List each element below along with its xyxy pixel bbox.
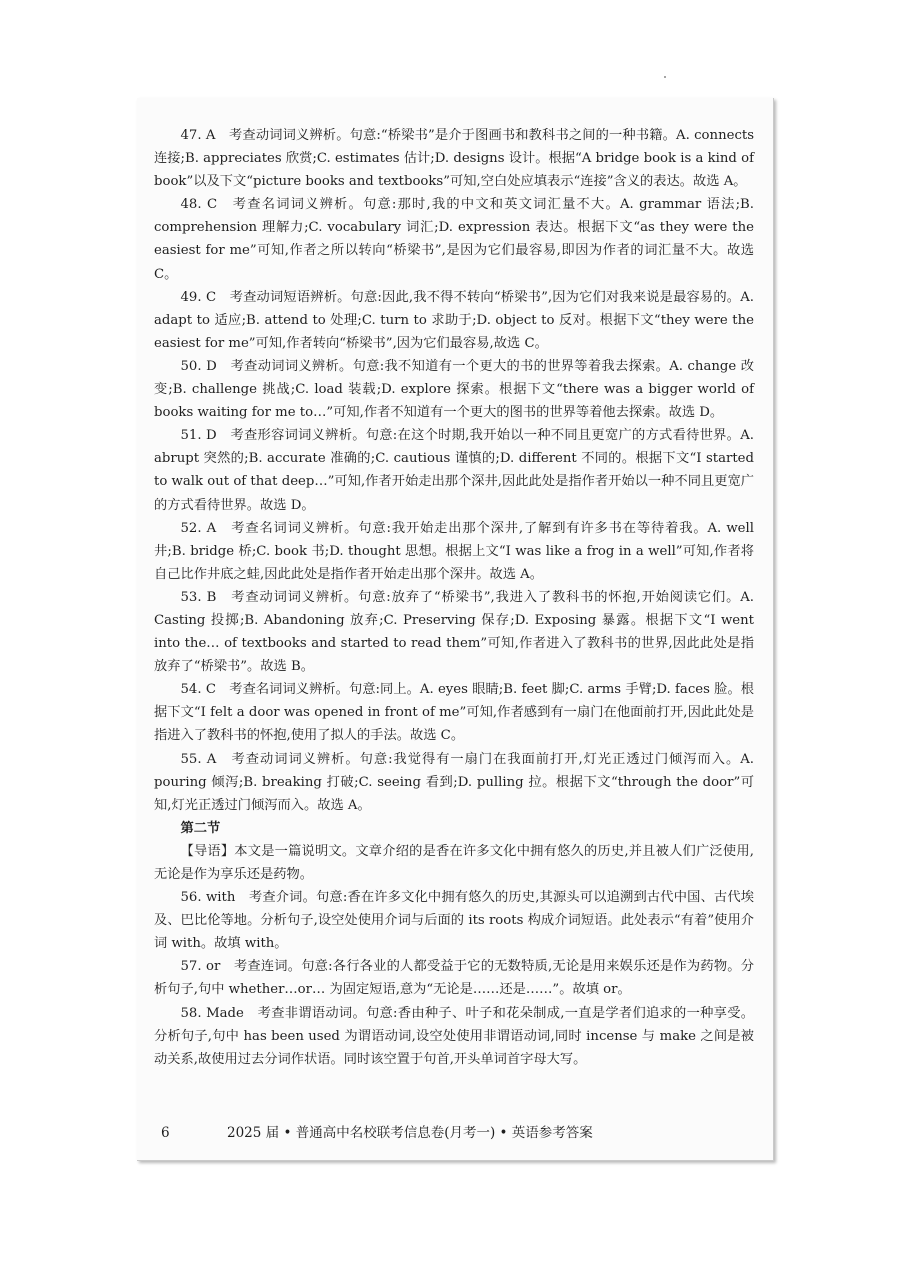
answer-58: 58. Made 考查非谓语动词。句意:香由种子、叶子和花朵制成,一直是学者们追求的一种享受。分析句子,句中 has been used 为谓语动词,设空处使用非谓语动词,同时 incense 与 make 之间是被动关系,故使用过去分词作状语。同时该空置于句首,开头单词首字母大写。	[154, 1005, 754, 1067]
page-number: 6	[161, 1125, 170, 1141]
answer-50: 50. D 考查动词词义辨析。句意:我不知道有一个更大的书的世界等着我去探索。A. change 改变;B. challenge 挑战;C. load 装载;D. explore 探索。根据下文“there was a bigger world of books waiting for me to…”可知,作者不知道有一个更大的图书的世界等着他去探索。故选 D。	[154, 358, 754, 421]
section-intro: 【导语】本文是一篇说明文。文章介绍的是香在许多文化中拥有悠久的历史,并且被人们广泛使用,无论是作为享乐还是药物。	[154, 843, 754, 882]
answer-55: 55. A 考查动词词义辨析。句意:我觉得有一扇门在我面前打开,灯光正透过门倾泻而入。A. pouring 倾泻;B. breaking 打破;C. seeing 看到;D. pulling 拉。根据下文“through the door”可知,灯光正透过门倾泻而入。故选 A。	[154, 751, 754, 813]
answer-56: 56. with 考查介词。句意:香在许多文化中拥有悠久的历史,其源头可以追溯到古代中国、古代埃及、巴比伦等地。分析句子,设空处使用介词与后面的 its roots 构成介词短语。此处表示“有着”使用介词 with。故填 with。	[154, 890, 754, 952]
scan-speck	[664, 76, 666, 78]
answer-51: 51. D 考查形容词词义辨析。句意:在这个时期,我开始以一种不同且更宽广的方式看待世界。A. abrupt 突然的;B. accurate 准确的;C. cautious 谨慎的;D. different 不同的。根据下文“I started to walk out of that deep…”可知,作者开始走出那个深井,因此此处是指作者开始以一种不同且更宽广的方式看待世界。故选 D。	[154, 428, 754, 513]
answer-48: 48. C 考查名词词义辨析。句意:那时,我的中文和英文词汇量不大。A. grammar 语法;B. comprehension 理解力;C. vocabulary 词汇;D. expression 表达。根据下文“as they were the easiest for me”可知,作者之所以转向“桥梁书”,是因为它们最容易,即因为作者的词汇量不大。故选 C。	[154, 197, 754, 282]
answer-57: 57. or 考查连词。句意:各行各业的人都受益于它的无数特质,无论是用来娱乐还是作为药物。分析句子,句中 whether…or… 为固定短语,意为“无论是……还是……”。故填 or。	[154, 959, 754, 998]
page-footer	[161, 1121, 761, 1141]
answer-54: 54. C 考查名词词义辨析。句意:同上。A. eyes 眼睛;B. feet 脚;C. arms 手臂;D. faces 脸。根据下文“I felt a door was opened in front of me”可知,作者感到有一扇门在他面前打开,因此此处是指进入了教科书的怀抱,使用了拟人的手法。故选 C。	[154, 682, 754, 744]
answer-52: 52. A 考查名词词义辨析。句意:我开始走出那个深井,了解到有许多书在等待着我。A. well 井;B. bridge 桥;C. book 书;D. thought 思想。根据上文“I was like a frog in a well”可知,作者将自己比作井底之蛙,因此此处是指作者开始走出那个深井。故选 A。	[154, 520, 754, 582]
answer-53: 53. B 考查动词词义辨析。句意:放弃了“桥梁书”,我进入了教科书的怀抱,开始阅读它们。A. Casting 投掷;B. Abandoning 放弃;C. Preserving 保存;D. Exposing 暴露。根据下文“I went into the… of textbooks and started to read them”可知,作者进入了教科书的世界,因此此处是指放弃了“桥梁书”。故选 B。	[154, 589, 754, 675]
footer-title: 2025 届 • 普通高中名校联考信息卷(月考一) • 英语参考答案	[227, 1125, 593, 1141]
answer-49: 49. C 考查动词短语辨析。句意:因此,我不得不转向“桥梁书”,因为它们对我来说是最容易的。A. adapt to 适应;B. attend to 处理;C. turn to 求助于;D. object to 反对。根据下文“they were the easiest for me”可知,作者转向“桥梁书”,因为它们最容易,故选 C。	[154, 289, 754, 351]
section-heading: 第二节	[180, 820, 221, 836]
answer-47: 47. A 考查动词词义辨析。句意:“桥梁书”是介于图画书和教科书之间的一种书籍。A. connects 连接;B. appreciates 欣赏;C. estimates 估计;D. designs 设计。根据“A bridge book is a kind of book”以及下文“picture books and textbooks”可知,空白处应填表示“连接”含义的表达。故选 A。	[154, 128, 755, 190]
document-page	[137, 98, 774, 1161]
answer-explanations	[154, 124, 754, 1071]
